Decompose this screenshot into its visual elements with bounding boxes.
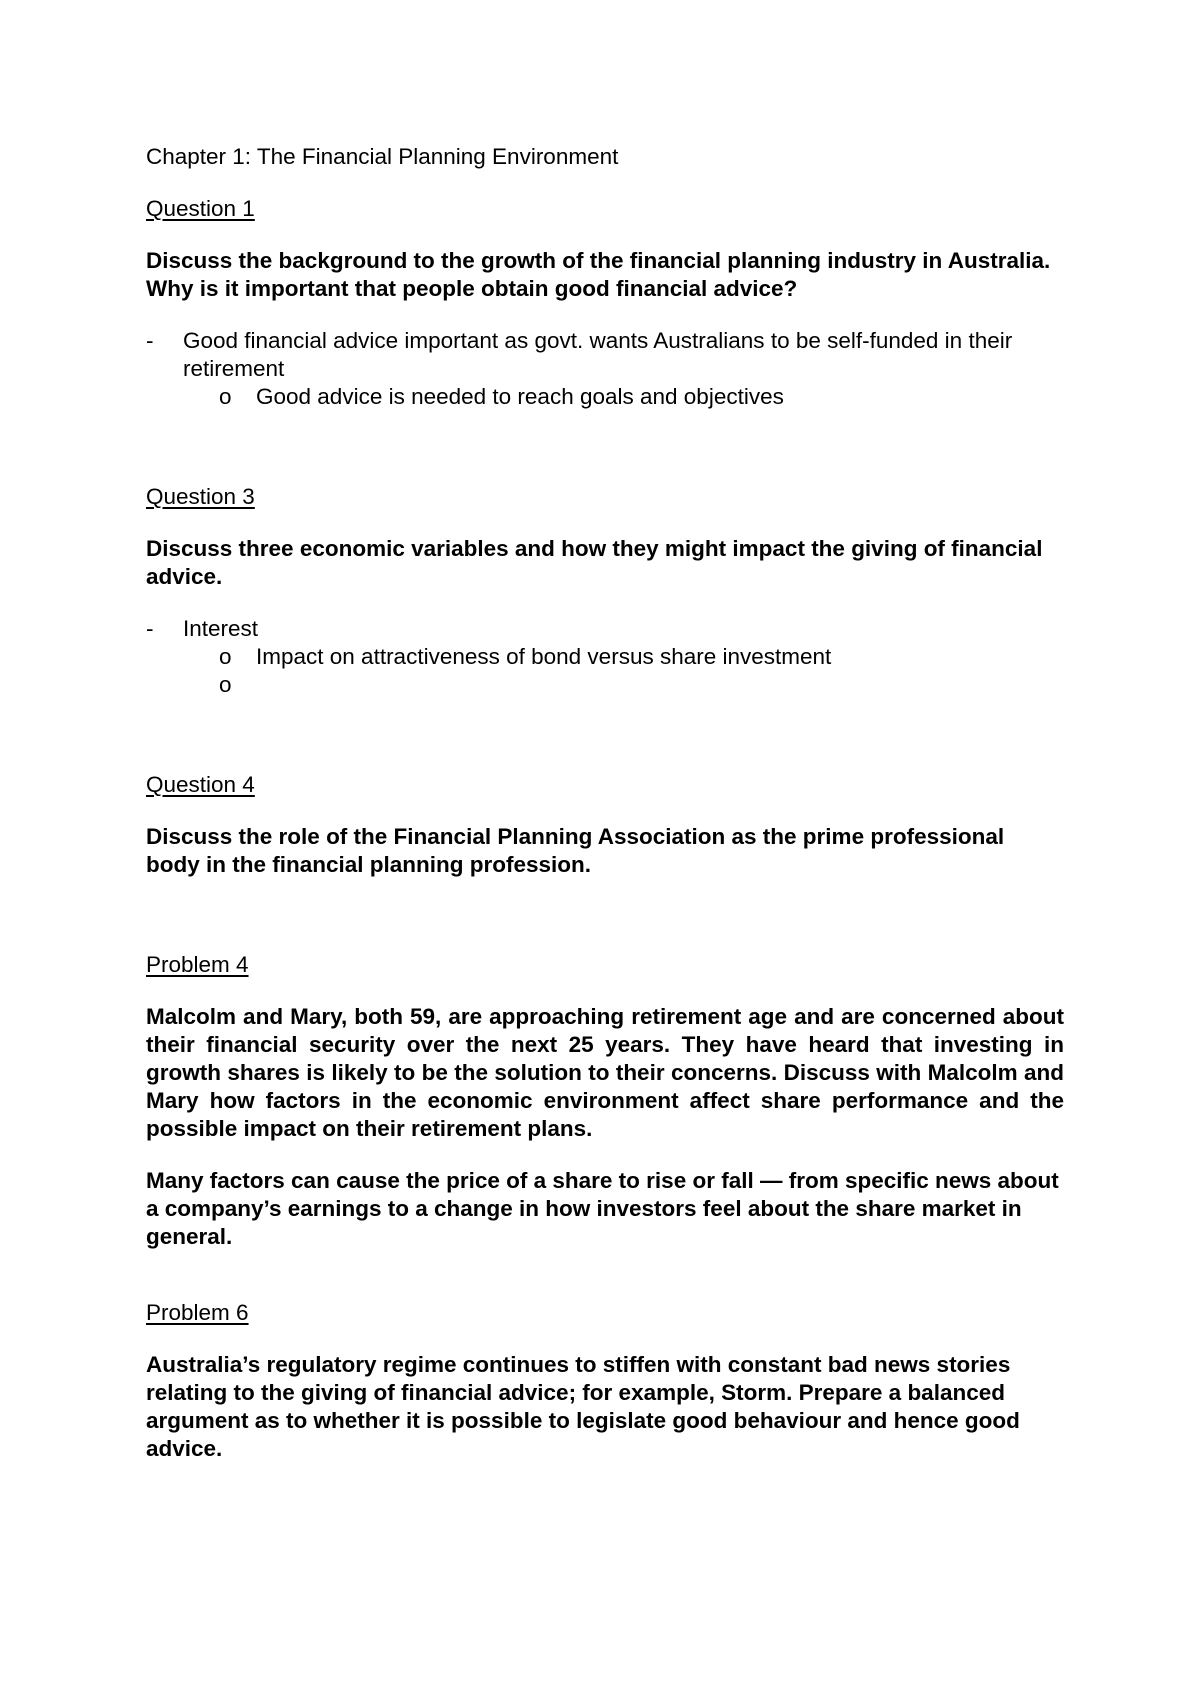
answer-sub-bullet bbox=[146, 383, 1064, 411]
answer-bullet bbox=[146, 327, 1064, 383]
section-prompt: Discuss three economic variables and how they might impact the giving of financial advice. bbox=[146, 536, 1043, 589]
section-heading: Problem 4 bbox=[146, 952, 249, 977]
answer-sub-bullet-text: Good advice is needed to reach goals and objectives bbox=[256, 384, 784, 409]
section-prompt: Australia’s regulatory regime continues to stiffen with constant bad news stories relating to the giving of financial advice; for example, Storm. Prepare a balanced argument as to whether it is possible to legislate good behaviour and hence good advice. bbox=[146, 1352, 1020, 1461]
dash-marker: - bbox=[146, 616, 154, 641]
answer-sub-bullet bbox=[146, 671, 1064, 699]
section-heading: Question 4 bbox=[146, 772, 255, 797]
answer-sub-bullet-text bbox=[256, 672, 262, 697]
answer-bullet-text: Good financial advice important as govt. wants Australians to be self-funded in their retirement bbox=[183, 328, 1013, 381]
sub-bullet-marker: o bbox=[219, 644, 232, 669]
answer-paragraph: Many factors can cause the price of a share to rise or fall — from specific news about a company’s earnings to a change in how investors feel about the share market in general. bbox=[146, 1168, 1059, 1249]
section-problem-6 bbox=[146, 1299, 1064, 1463]
section-problem-4 bbox=[146, 951, 1064, 1251]
section-heading: Question 1 bbox=[146, 196, 255, 221]
answer-sub-bullet-text: Impact on attractiveness of bond versus share investment bbox=[256, 644, 832, 669]
section-question-4 bbox=[146, 771, 1064, 879]
section-question-3 bbox=[146, 483, 1064, 699]
chapter-title: Chapter 1: The Financial Planning Environment bbox=[146, 144, 619, 169]
section-prompt: Malcolm and Mary, both 59, are approaching retirement age and are concerned about their financial security over the next 25 years. They have heard that investing in growth shares is likely to be the solution to their concerns. Discuss with Malcolm and Mary how factors in the economic environment affect share performance and the possible impact on their retirement plans. bbox=[146, 1004, 1064, 1141]
section-question-1 bbox=[146, 195, 1064, 411]
answer-sub-bullet bbox=[146, 643, 1064, 671]
answer-bullet-text: Interest bbox=[183, 616, 259, 641]
section-prompt: Discuss the background to the growth of the financial planning industry in Australia. Why is it important that people obtain good financial advice? bbox=[146, 248, 1051, 301]
sub-bullet-marker: o bbox=[219, 384, 232, 409]
dash-marker: - bbox=[146, 328, 154, 353]
document-page bbox=[146, 143, 1064, 1487]
section-heading: Problem 6 bbox=[146, 1300, 249, 1325]
section-heading: Question 3 bbox=[146, 484, 255, 509]
sub-bullet-marker: o bbox=[219, 672, 232, 697]
answer-bullet bbox=[146, 615, 1064, 643]
section-prompt: Discuss the role of the Financial Planning Association as the prime professional body in the financial planning profession. bbox=[146, 824, 1005, 877]
